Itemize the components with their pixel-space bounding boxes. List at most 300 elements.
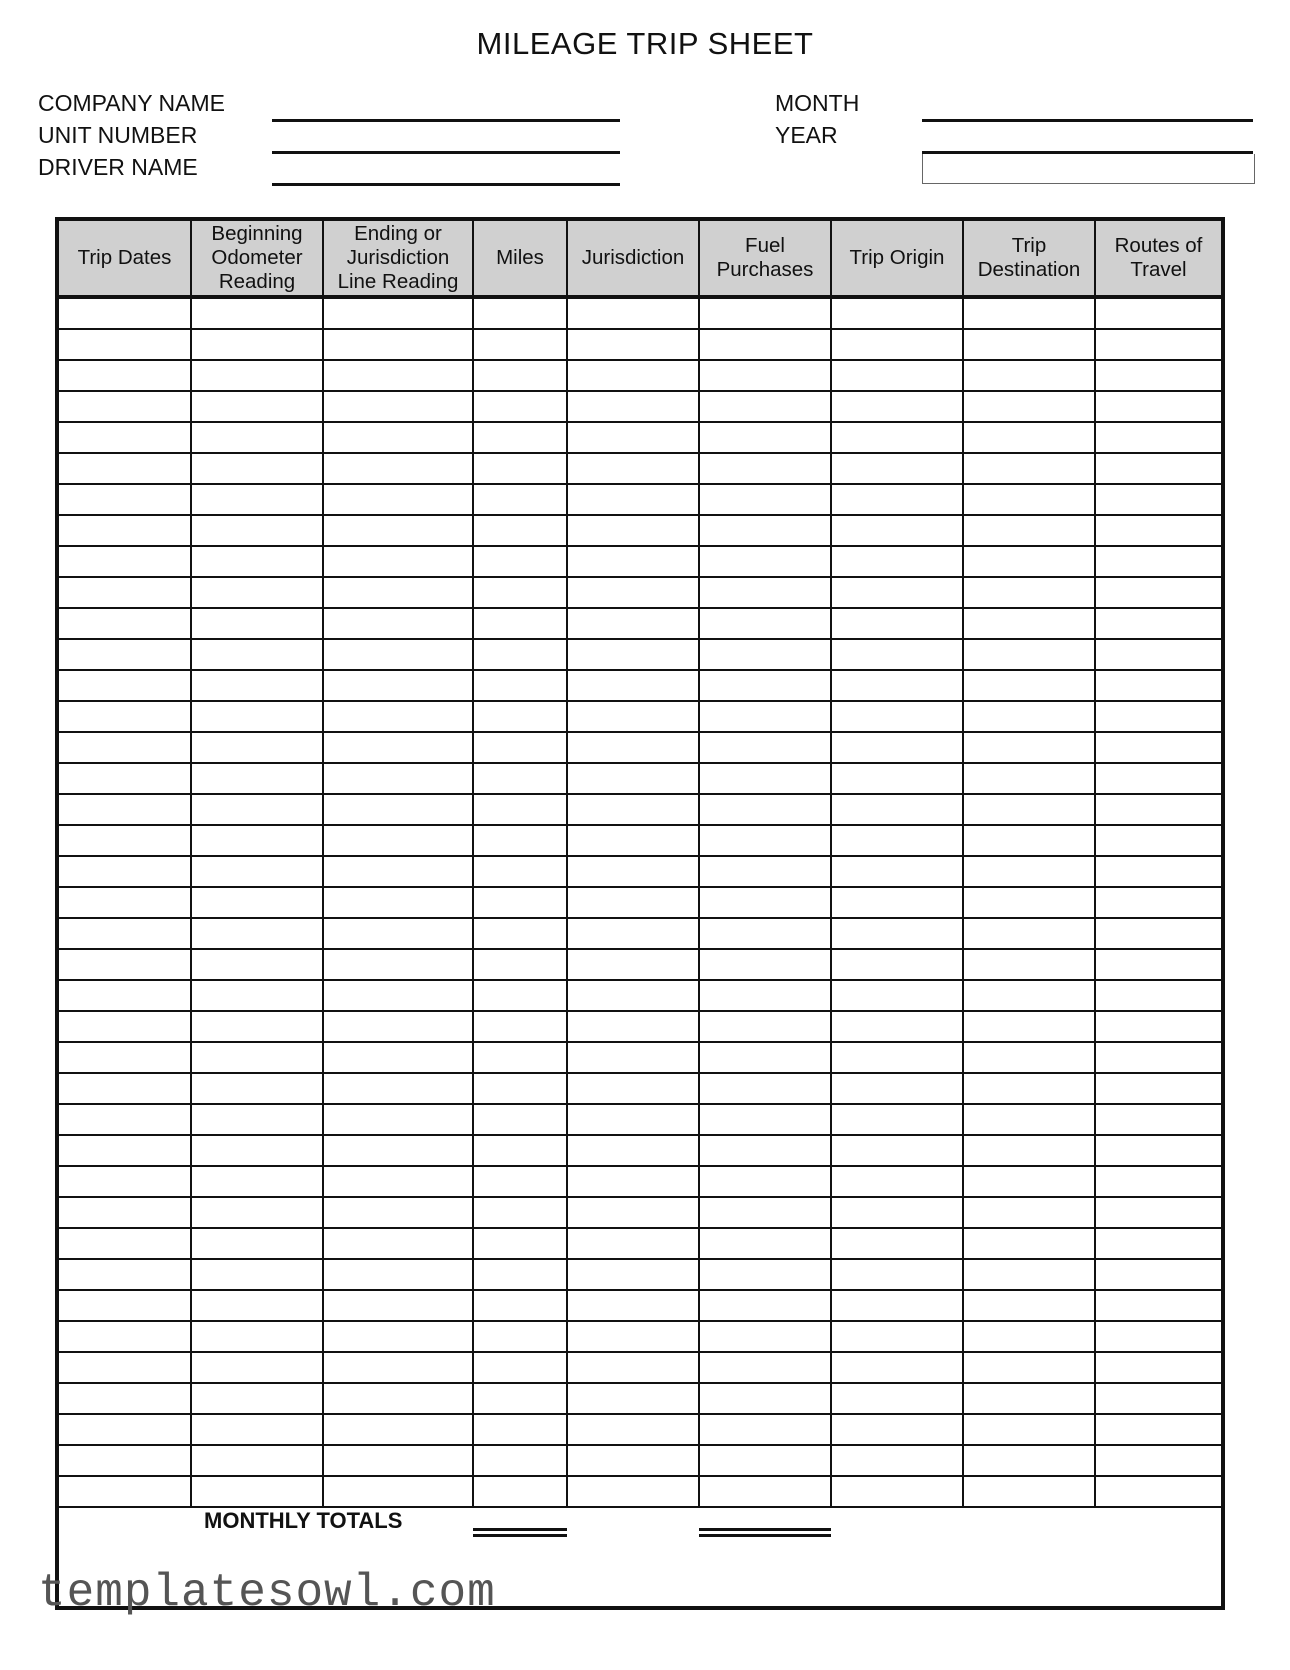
table-cell[interactable] bbox=[699, 1352, 831, 1383]
table-cell[interactable] bbox=[831, 1445, 963, 1476]
table-cell[interactable] bbox=[567, 1259, 699, 1290]
table-cell[interactable] bbox=[191, 794, 323, 825]
table-cell[interactable] bbox=[831, 1321, 963, 1352]
table-cell[interactable] bbox=[323, 949, 473, 980]
table-cell[interactable] bbox=[963, 949, 1095, 980]
table-cell[interactable] bbox=[699, 484, 831, 515]
table-cell[interactable] bbox=[831, 577, 963, 608]
table-cell[interactable] bbox=[191, 608, 323, 639]
table-cell[interactable] bbox=[473, 670, 567, 701]
table-cell[interactable] bbox=[1095, 391, 1221, 422]
table-cell[interactable] bbox=[59, 1290, 191, 1321]
table-cell[interactable] bbox=[473, 1197, 567, 1228]
table-cell[interactable] bbox=[699, 980, 831, 1011]
table-cell[interactable] bbox=[831, 732, 963, 763]
table-cell[interactable] bbox=[191, 1135, 323, 1166]
table-cell[interactable] bbox=[473, 546, 567, 577]
table-cell[interactable] bbox=[473, 856, 567, 887]
table-cell[interactable] bbox=[699, 1042, 831, 1073]
table-cell[interactable] bbox=[323, 329, 473, 360]
table-cell[interactable] bbox=[1095, 1228, 1221, 1259]
table-cell[interactable] bbox=[567, 1414, 699, 1445]
table-cell[interactable] bbox=[567, 670, 699, 701]
driver-name-field[interactable] bbox=[272, 183, 620, 186]
table-cell[interactable] bbox=[831, 1228, 963, 1259]
table-cell[interactable] bbox=[831, 949, 963, 980]
table-cell[interactable] bbox=[473, 515, 567, 546]
table-cell[interactable] bbox=[831, 825, 963, 856]
table-cell[interactable] bbox=[567, 577, 699, 608]
table-cell[interactable] bbox=[567, 980, 699, 1011]
table-cell[interactable] bbox=[567, 1476, 699, 1507]
table-cell[interactable] bbox=[473, 1042, 567, 1073]
table-cell[interactable] bbox=[567, 1073, 699, 1104]
table-cell[interactable] bbox=[831, 1290, 963, 1321]
table-cell[interactable] bbox=[963, 329, 1095, 360]
table-cell[interactable] bbox=[59, 1104, 191, 1135]
table-cell[interactable] bbox=[191, 1042, 323, 1073]
table-cell[interactable] bbox=[963, 670, 1095, 701]
table-cell[interactable] bbox=[831, 329, 963, 360]
table-cell[interactable] bbox=[473, 1476, 567, 1507]
table-cell[interactable] bbox=[191, 763, 323, 794]
table-cell[interactable] bbox=[473, 763, 567, 794]
table-cell[interactable] bbox=[963, 515, 1095, 546]
table-cell[interactable] bbox=[59, 1197, 191, 1228]
table-cell[interactable] bbox=[1095, 670, 1221, 701]
table-cell[interactable] bbox=[567, 1352, 699, 1383]
table-cell[interactable] bbox=[831, 980, 963, 1011]
table-cell[interactable] bbox=[323, 732, 473, 763]
table-cell[interactable] bbox=[1095, 918, 1221, 949]
extra-field-box[interactable] bbox=[922, 154, 1255, 184]
table-cell[interactable] bbox=[567, 515, 699, 546]
table-cell[interactable] bbox=[473, 1104, 567, 1135]
table-cell[interactable] bbox=[323, 1073, 473, 1104]
table-cell[interactable] bbox=[191, 918, 323, 949]
table-cell[interactable] bbox=[191, 670, 323, 701]
table-cell[interactable] bbox=[323, 1197, 473, 1228]
table-cell[interactable] bbox=[963, 360, 1095, 391]
table-cell[interactable] bbox=[963, 1290, 1095, 1321]
table-cell[interactable] bbox=[699, 391, 831, 422]
table-cell[interactable] bbox=[473, 1073, 567, 1104]
table-cell[interactable] bbox=[831, 515, 963, 546]
table-cell[interactable] bbox=[567, 1290, 699, 1321]
table-cell[interactable] bbox=[831, 918, 963, 949]
table-cell[interactable] bbox=[59, 1476, 191, 1507]
table-cell[interactable] bbox=[191, 732, 323, 763]
table-cell[interactable] bbox=[323, 546, 473, 577]
table-cell[interactable] bbox=[59, 360, 191, 391]
table-cell[interactable] bbox=[1095, 980, 1221, 1011]
table-cell[interactable] bbox=[831, 701, 963, 732]
table-cell[interactable] bbox=[963, 1259, 1095, 1290]
table-cell[interactable] bbox=[699, 515, 831, 546]
table-cell[interactable] bbox=[963, 1073, 1095, 1104]
table-cell[interactable] bbox=[699, 297, 831, 329]
table-cell[interactable] bbox=[59, 701, 191, 732]
table-cell[interactable] bbox=[473, 794, 567, 825]
table-cell[interactable] bbox=[59, 608, 191, 639]
table-cell[interactable] bbox=[1095, 825, 1221, 856]
table-cell[interactable] bbox=[323, 763, 473, 794]
table-cell[interactable] bbox=[699, 763, 831, 794]
table-cell[interactable] bbox=[1095, 732, 1221, 763]
table-cell[interactable] bbox=[963, 887, 1095, 918]
table-cell[interactable] bbox=[1095, 1104, 1221, 1135]
table-cell[interactable] bbox=[567, 701, 699, 732]
table-cell[interactable] bbox=[831, 608, 963, 639]
table-cell[interactable] bbox=[699, 825, 831, 856]
table-cell[interactable] bbox=[1095, 1352, 1221, 1383]
table-cell[interactable] bbox=[831, 1104, 963, 1135]
table-cell[interactable] bbox=[191, 1197, 323, 1228]
table-cell[interactable] bbox=[699, 1166, 831, 1197]
table-cell[interactable] bbox=[59, 1166, 191, 1197]
table-cell[interactable] bbox=[191, 484, 323, 515]
table-cell[interactable] bbox=[1095, 1135, 1221, 1166]
table-cell[interactable] bbox=[59, 484, 191, 515]
table-cell[interactable] bbox=[59, 856, 191, 887]
fuel-total-line[interactable] bbox=[699, 1528, 831, 1537]
table-cell[interactable] bbox=[1095, 297, 1221, 329]
table-cell[interactable] bbox=[699, 732, 831, 763]
table-cell[interactable] bbox=[699, 1259, 831, 1290]
table-cell[interactable] bbox=[963, 856, 1095, 887]
table-cell[interactable] bbox=[323, 297, 473, 329]
table-cell[interactable] bbox=[567, 546, 699, 577]
table-cell[interactable] bbox=[1095, 639, 1221, 670]
table-cell[interactable] bbox=[323, 1166, 473, 1197]
table-cell[interactable] bbox=[323, 670, 473, 701]
table-cell[interactable] bbox=[963, 1011, 1095, 1042]
table-cell[interactable] bbox=[473, 1290, 567, 1321]
table-cell[interactable] bbox=[699, 1476, 831, 1507]
table-cell[interactable] bbox=[963, 639, 1095, 670]
table-cell[interactable] bbox=[59, 794, 191, 825]
table-cell[interactable] bbox=[473, 360, 567, 391]
table-cell[interactable] bbox=[1095, 1383, 1221, 1414]
table-cell[interactable] bbox=[831, 453, 963, 484]
table-cell[interactable] bbox=[567, 949, 699, 980]
table-cell[interactable] bbox=[323, 608, 473, 639]
table-cell[interactable] bbox=[473, 484, 567, 515]
table-cell[interactable] bbox=[699, 329, 831, 360]
table-cell[interactable] bbox=[323, 1445, 473, 1476]
table-cell[interactable] bbox=[963, 1383, 1095, 1414]
table-cell[interactable] bbox=[963, 918, 1095, 949]
table-cell[interactable] bbox=[473, 329, 567, 360]
table-cell[interactable] bbox=[1095, 1042, 1221, 1073]
table-cell[interactable] bbox=[831, 391, 963, 422]
table-cell[interactable] bbox=[831, 763, 963, 794]
table-cell[interactable] bbox=[963, 825, 1095, 856]
table-cell[interactable] bbox=[699, 639, 831, 670]
table-cell[interactable] bbox=[323, 794, 473, 825]
table-cell[interactable] bbox=[831, 1073, 963, 1104]
table-cell[interactable] bbox=[963, 1135, 1095, 1166]
table-cell[interactable] bbox=[831, 887, 963, 918]
table-cell[interactable] bbox=[831, 1011, 963, 1042]
table-cell[interactable] bbox=[59, 1228, 191, 1259]
table-cell[interactable] bbox=[831, 546, 963, 577]
table-cell[interactable] bbox=[323, 918, 473, 949]
table-cell[interactable] bbox=[473, 577, 567, 608]
table-cell[interactable] bbox=[473, 1383, 567, 1414]
table-cell[interactable] bbox=[567, 391, 699, 422]
table-cell[interactable] bbox=[1095, 484, 1221, 515]
table-cell[interactable] bbox=[831, 1383, 963, 1414]
table-cell[interactable] bbox=[1095, 1166, 1221, 1197]
table-cell[interactable] bbox=[191, 639, 323, 670]
table-cell[interactable] bbox=[473, 422, 567, 453]
table-cell[interactable] bbox=[473, 887, 567, 918]
table-cell[interactable] bbox=[1095, 1197, 1221, 1228]
table-cell[interactable] bbox=[59, 329, 191, 360]
table-cell[interactable] bbox=[963, 1042, 1095, 1073]
table-cell[interactable] bbox=[191, 701, 323, 732]
table-cell[interactable] bbox=[963, 546, 1095, 577]
table-cell[interactable] bbox=[963, 1352, 1095, 1383]
table-cell[interactable] bbox=[1095, 1476, 1221, 1507]
table-cell[interactable] bbox=[191, 1073, 323, 1104]
table-cell[interactable] bbox=[473, 949, 567, 980]
table-cell[interactable] bbox=[831, 1476, 963, 1507]
table-cell[interactable] bbox=[191, 1011, 323, 1042]
table-cell[interactable] bbox=[567, 732, 699, 763]
table-cell[interactable] bbox=[567, 1166, 699, 1197]
table-cell[interactable] bbox=[59, 1259, 191, 1290]
table-cell[interactable] bbox=[1095, 577, 1221, 608]
table-cell[interactable] bbox=[567, 360, 699, 391]
table-cell[interactable] bbox=[831, 1414, 963, 1445]
table-cell[interactable] bbox=[473, 701, 567, 732]
table-cell[interactable] bbox=[323, 515, 473, 546]
table-cell[interactable] bbox=[567, 639, 699, 670]
table-cell[interactable] bbox=[191, 577, 323, 608]
table-cell[interactable] bbox=[699, 1073, 831, 1104]
table-cell[interactable] bbox=[567, 1104, 699, 1135]
table-cell[interactable] bbox=[699, 1104, 831, 1135]
table-cell[interactable] bbox=[699, 1383, 831, 1414]
table-cell[interactable] bbox=[699, 1445, 831, 1476]
table-cell[interactable] bbox=[699, 546, 831, 577]
table-cell[interactable] bbox=[567, 1445, 699, 1476]
table-cell[interactable] bbox=[567, 297, 699, 329]
table-cell[interactable] bbox=[567, 1228, 699, 1259]
table-cell[interactable] bbox=[59, 887, 191, 918]
table-cell[interactable] bbox=[473, 608, 567, 639]
table-cell[interactable] bbox=[191, 329, 323, 360]
table-cell[interactable] bbox=[191, 825, 323, 856]
table-cell[interactable] bbox=[963, 1445, 1095, 1476]
table-cell[interactable] bbox=[323, 1259, 473, 1290]
table-cell[interactable] bbox=[59, 1414, 191, 1445]
table-cell[interactable] bbox=[191, 297, 323, 329]
table-cell[interactable] bbox=[963, 1228, 1095, 1259]
table-cell[interactable] bbox=[699, 1414, 831, 1445]
table-cell[interactable] bbox=[1095, 608, 1221, 639]
table-cell[interactable] bbox=[831, 1352, 963, 1383]
table-cell[interactable] bbox=[831, 670, 963, 701]
table-cell[interactable] bbox=[323, 1476, 473, 1507]
table-cell[interactable] bbox=[567, 1321, 699, 1352]
table-cell[interactable] bbox=[963, 1321, 1095, 1352]
table-cell[interactable] bbox=[1095, 329, 1221, 360]
table-cell[interactable] bbox=[831, 1197, 963, 1228]
table-cell[interactable] bbox=[323, 484, 473, 515]
table-cell[interactable] bbox=[699, 422, 831, 453]
table-cell[interactable] bbox=[59, 980, 191, 1011]
table-cell[interactable] bbox=[59, 670, 191, 701]
table-cell[interactable] bbox=[323, 1321, 473, 1352]
table-cell[interactable] bbox=[323, 1414, 473, 1445]
table-cell[interactable] bbox=[191, 1166, 323, 1197]
table-cell[interactable] bbox=[1095, 360, 1221, 391]
table-cell[interactable] bbox=[567, 484, 699, 515]
table-cell[interactable] bbox=[191, 1259, 323, 1290]
table-cell[interactable] bbox=[1095, 1259, 1221, 1290]
table-cell[interactable] bbox=[567, 856, 699, 887]
table-cell[interactable] bbox=[963, 763, 1095, 794]
table-cell[interactable] bbox=[1095, 794, 1221, 825]
table-cell[interactable] bbox=[323, 887, 473, 918]
miles-total-line[interactable] bbox=[473, 1528, 567, 1537]
table-cell[interactable] bbox=[323, 639, 473, 670]
table-cell[interactable] bbox=[191, 391, 323, 422]
table-cell[interactable] bbox=[1095, 515, 1221, 546]
table-cell[interactable] bbox=[473, 1352, 567, 1383]
table-cell[interactable] bbox=[699, 1290, 831, 1321]
table-cell[interactable] bbox=[191, 515, 323, 546]
table-cell[interactable] bbox=[473, 1321, 567, 1352]
table-cell[interactable] bbox=[323, 391, 473, 422]
table-cell[interactable] bbox=[699, 1011, 831, 1042]
table-cell[interactable] bbox=[963, 1197, 1095, 1228]
table-cell[interactable] bbox=[963, 453, 1095, 484]
table-cell[interactable] bbox=[473, 453, 567, 484]
table-cell[interactable] bbox=[963, 577, 1095, 608]
table-cell[interactable] bbox=[1095, 1445, 1221, 1476]
table-cell[interactable] bbox=[191, 422, 323, 453]
table-cell[interactable] bbox=[323, 980, 473, 1011]
unit-number-field[interactable] bbox=[272, 151, 620, 154]
table-cell[interactable] bbox=[473, 297, 567, 329]
table-cell[interactable] bbox=[1095, 546, 1221, 577]
table-cell[interactable] bbox=[191, 1228, 323, 1259]
table-cell[interactable] bbox=[59, 515, 191, 546]
table-cell[interactable] bbox=[473, 1228, 567, 1259]
table-cell[interactable] bbox=[831, 794, 963, 825]
table-cell[interactable] bbox=[1095, 1414, 1221, 1445]
table-cell[interactable] bbox=[59, 763, 191, 794]
table-cell[interactable] bbox=[1095, 1290, 1221, 1321]
table-cell[interactable] bbox=[831, 484, 963, 515]
table-cell[interactable] bbox=[699, 608, 831, 639]
table-cell[interactable] bbox=[59, 1011, 191, 1042]
table-cell[interactable] bbox=[59, 949, 191, 980]
table-cell[interactable] bbox=[567, 1135, 699, 1166]
month-field[interactable] bbox=[922, 119, 1253, 122]
table-cell[interactable] bbox=[323, 1383, 473, 1414]
table-cell[interactable] bbox=[963, 608, 1095, 639]
table-cell[interactable] bbox=[699, 360, 831, 391]
table-cell[interactable] bbox=[191, 1383, 323, 1414]
table-cell[interactable] bbox=[831, 856, 963, 887]
table-cell[interactable] bbox=[191, 1290, 323, 1321]
table-cell[interactable] bbox=[59, 1321, 191, 1352]
table-cell[interactable] bbox=[59, 1352, 191, 1383]
table-cell[interactable] bbox=[473, 1259, 567, 1290]
table-cell[interactable] bbox=[59, 825, 191, 856]
table-cell[interactable] bbox=[323, 1135, 473, 1166]
table-cell[interactable] bbox=[963, 1104, 1095, 1135]
table-cell[interactable] bbox=[1095, 1321, 1221, 1352]
table-cell[interactable] bbox=[191, 1352, 323, 1383]
table-cell[interactable] bbox=[59, 1135, 191, 1166]
table-cell[interactable] bbox=[963, 701, 1095, 732]
table-cell[interactable] bbox=[963, 980, 1095, 1011]
table-cell[interactable] bbox=[473, 918, 567, 949]
table-cell[interactable] bbox=[567, 763, 699, 794]
table-cell[interactable] bbox=[59, 422, 191, 453]
table-cell[interactable] bbox=[191, 980, 323, 1011]
table-cell[interactable] bbox=[473, 732, 567, 763]
table-cell[interactable] bbox=[1095, 763, 1221, 794]
table-cell[interactable] bbox=[963, 732, 1095, 763]
table-cell[interactable] bbox=[323, 1104, 473, 1135]
table-cell[interactable] bbox=[699, 1197, 831, 1228]
table-cell[interactable] bbox=[1095, 1011, 1221, 1042]
table-cell[interactable] bbox=[473, 1445, 567, 1476]
table-cell[interactable] bbox=[567, 453, 699, 484]
table-cell[interactable] bbox=[191, 949, 323, 980]
table-cell[interactable] bbox=[323, 422, 473, 453]
table-cell[interactable] bbox=[191, 453, 323, 484]
table-cell[interactable] bbox=[191, 1476, 323, 1507]
table-cell[interactable] bbox=[323, 453, 473, 484]
table-cell[interactable] bbox=[473, 1135, 567, 1166]
table-cell[interactable] bbox=[59, 577, 191, 608]
table-cell[interactable] bbox=[699, 453, 831, 484]
table-cell[interactable] bbox=[963, 1166, 1095, 1197]
table-cell[interactable] bbox=[59, 1445, 191, 1476]
table-cell[interactable] bbox=[963, 391, 1095, 422]
table-cell[interactable] bbox=[963, 297, 1095, 329]
table-cell[interactable] bbox=[323, 1290, 473, 1321]
table-cell[interactable] bbox=[1095, 1073, 1221, 1104]
table-cell[interactable] bbox=[831, 639, 963, 670]
table-cell[interactable] bbox=[567, 1197, 699, 1228]
table-cell[interactable] bbox=[59, 918, 191, 949]
table-cell[interactable] bbox=[963, 422, 1095, 453]
table-cell[interactable] bbox=[567, 422, 699, 453]
table-cell[interactable] bbox=[699, 670, 831, 701]
table-cell[interactable] bbox=[191, 1414, 323, 1445]
table-cell[interactable] bbox=[963, 794, 1095, 825]
table-cell[interactable] bbox=[191, 1104, 323, 1135]
table-cell[interactable] bbox=[963, 1414, 1095, 1445]
table-cell[interactable] bbox=[59, 546, 191, 577]
table-cell[interactable] bbox=[567, 1383, 699, 1414]
table-cell[interactable] bbox=[699, 577, 831, 608]
table-cell[interactable] bbox=[473, 639, 567, 670]
table-cell[interactable] bbox=[323, 856, 473, 887]
table-cell[interactable] bbox=[473, 1011, 567, 1042]
table-cell[interactable] bbox=[59, 297, 191, 329]
table-cell[interactable] bbox=[323, 1352, 473, 1383]
